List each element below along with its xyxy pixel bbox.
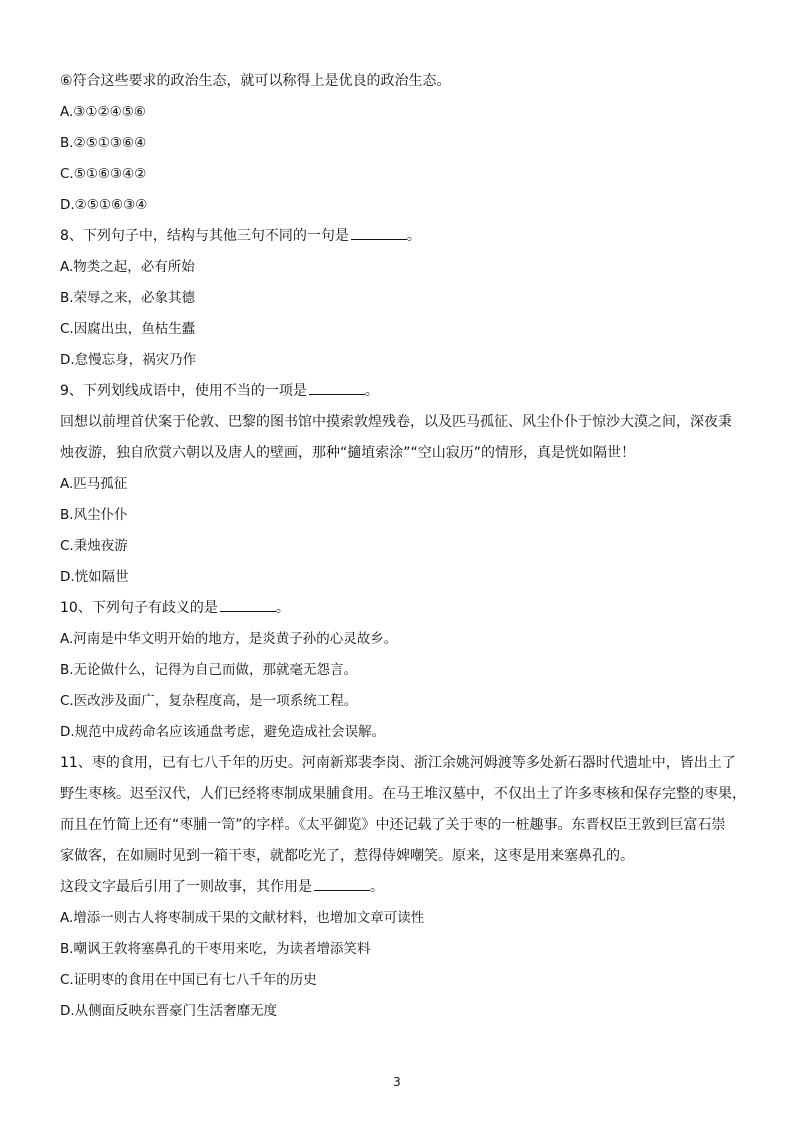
- passage-line: 而且在竹简上还有“枣脯一笥”的字样。《太平御览》中还记载了关于枣的一桩趣事。东晋权臣王敦到巨富石崇: [60, 817, 726, 833]
- option-d: D.从侧面反映东晋豪门生活奢靡无度: [60, 1003, 278, 1019]
- passage-line: 家做客，在如厕时见到一箱干枣，就都吃光了，惹得侍婢嘲笑。原来，这枣是用来塞鼻孔的。: [60, 848, 634, 864]
- option-a: A.河南是中华文明开始的地方，是炎黄子孙的心灵故乡。: [60, 631, 398, 647]
- question-9-text: 9、下列划线成语中，使用不当的一项是: [60, 383, 307, 399]
- option-c: C.证明枣的食用在中国已有七八千年的历史: [60, 972, 317, 988]
- option-d: D.怠慢忘身，祸灾乃作: [60, 352, 197, 368]
- option-a: A.物类之起，必有所始: [60, 259, 195, 275]
- option-d: D.②⑤①⑥③④: [60, 197, 148, 213]
- option-d: D.规范中成药命名应该通盘考虑，避免造成社会误解。: [60, 724, 386, 740]
- option-c: C.⑤①⑥③④②: [60, 166, 147, 182]
- option-c: C.医改涉及面广，复杂程度高，是一项系统工程。: [60, 693, 358, 709]
- option-b: B.风尘仆仆: [60, 507, 128, 523]
- question-11-text: 这段文字最后引用了一则故事，其作用是: [60, 879, 312, 895]
- option-a: A.增添一则古人将枣制成干果的文献材料，也增加文章可读性: [60, 910, 425, 926]
- passage-line: 野生枣核。迟至汉代，人们已经将枣制成果脯食用。在马王堆汉墓中，不仅出土了许多枣核和保存完整的枣果，: [60, 786, 746, 802]
- answer-blank: [309, 382, 365, 395]
- answer-blank: [314, 878, 370, 891]
- option-c: C.秉烛夜游: [60, 538, 128, 554]
- option-a: A.③①②④⑤⑥: [60, 104, 146, 120]
- option-d: D.恍如隔世: [60, 569, 129, 585]
- question-8-text: 8、下列句子中，结构与其他三句不同的一句是: [60, 228, 349, 244]
- option-b: B.嘲讽王敦将塞鼻孔的干枣用来吃，为读者增添笑料: [60, 941, 371, 957]
- page-number: 3: [393, 1075, 401, 1089]
- passage-line: 回想以前埋首伏案于伦敦、巴黎的图书馆中摸索敦煌残卷，以及匹马孤征、风尘仆仆于惊沙大漠之间，深夜秉: [60, 414, 732, 430]
- question-11: 这段文字最后引用了一则故事，其作用是 。: [60, 879, 384, 895]
- option-a: A.匹马孤征: [60, 476, 128, 492]
- passage-line: 烛夜游，独自欣赏六朝以及唐人的壁画，那种“擿埴索涂”“空山寂历”的情形，真是恍如隔世！: [60, 445, 636, 461]
- answer-blank: [351, 227, 407, 240]
- answer-blank: [220, 599, 276, 612]
- passage-line: 11、枣的食用，已有七八千年的历史。河南新郑裴李岗、浙江余姚河姆渡等多处新石器时代遗址中，皆出土了: [60, 755, 736, 771]
- question-8: 8、下列句子中，结构与其他三句不同的一句是 。: [60, 228, 421, 244]
- question-9: 9、下列划线成语中，使用不当的一项是 。: [60, 383, 379, 399]
- option-c: C.因腐出虫，鱼枯生蠹: [60, 321, 196, 337]
- option-b: B.②⑤①③⑥④: [60, 135, 147, 151]
- option-b: B.无论做什么，记得为自己而做，那就毫无怨言。: [60, 662, 358, 678]
- question-10-text: 10、下列句子有歧义的是: [60, 600, 218, 616]
- question-text: ⑥符合这些要求的政治生态，就可以称得上是优良的政治生态。: [60, 73, 451, 89]
- option-b: B.荣辱之来，必象其德: [60, 290, 196, 306]
- question-10: 10、下列句子有歧义的是 。: [60, 600, 290, 616]
